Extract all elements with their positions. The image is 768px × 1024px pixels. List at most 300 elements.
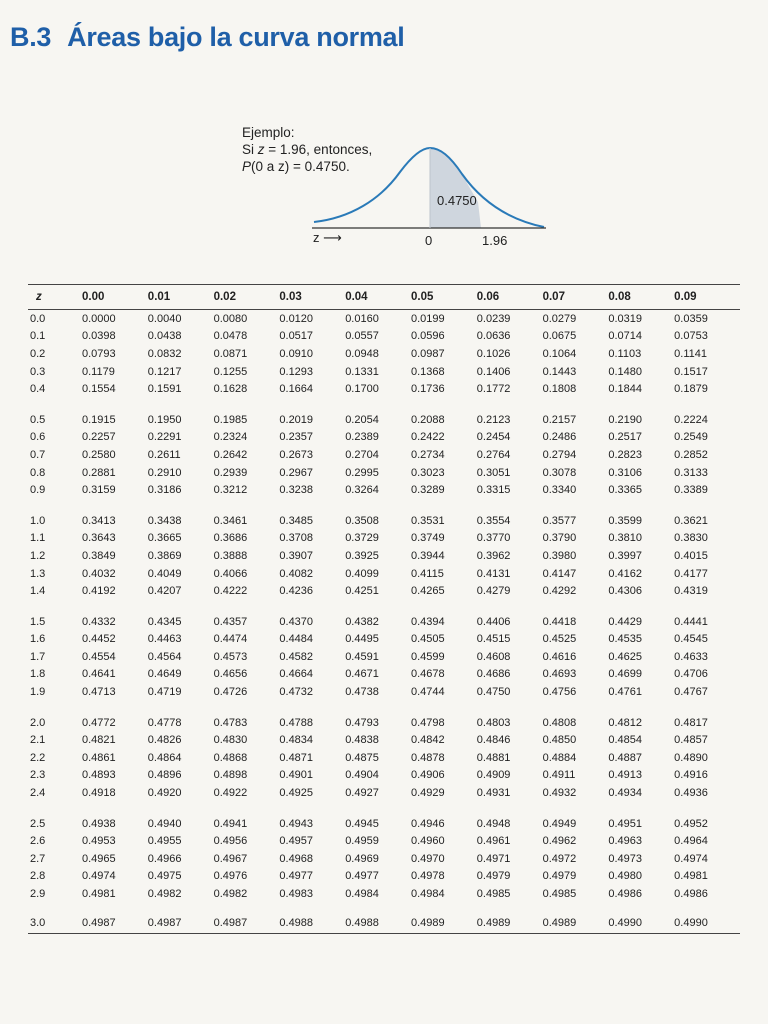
area-value-cell: 0.3133 — [674, 466, 708, 479]
area-value-cell: 0.3708 — [279, 532, 314, 545]
area-value-cell: 0.0793 — [82, 347, 116, 360]
column-header: 0.03 — [279, 285, 345, 310]
area-value-cell: 0.1141 — [674, 347, 707, 360]
area-value-cell: 0.4987 — [213, 916, 248, 929]
z-value-cell: 0.2 — [30, 347, 46, 360]
area-value-cell: 0.0199 — [410, 312, 445, 325]
area-value-cell: 0.1844 — [608, 383, 643, 396]
area-value-cell: 0.0239 — [476, 312, 511, 325]
area-value-cell: 0.0040 — [147, 312, 182, 325]
table-row — [28, 631, 740, 649]
group-spacer — [28, 802, 740, 815]
z-value-cell: 2.0 — [30, 716, 46, 729]
area-value-cell: 0.3315 — [476, 484, 511, 497]
area-value-cell: 0.0120 — [279, 312, 314, 325]
area-value-cell: 0.3238 — [279, 484, 314, 497]
table-row — [28, 512, 740, 530]
area-value-cell: 0.2580 — [82, 448, 116, 461]
area-value-cell: 0.4956 — [213, 835, 248, 848]
column-header: 0.09 — [674, 285, 740, 310]
area-value-cell: 0.4850 — [542, 734, 577, 747]
area-value-cell: 0.0517 — [279, 330, 314, 343]
area-value-cell: 0.4803 — [476, 716, 511, 729]
area-value-cell: 0.4656 — [213, 668, 248, 681]
area-value-cell: 0.4964 — [674, 835, 708, 848]
area-value-cell: 0.3365 — [608, 484, 643, 497]
column-header: 0.00 — [82, 285, 148, 310]
area-value-cell: 0.3340 — [542, 484, 577, 497]
area-value-cell: 0.4394 — [410, 615, 445, 628]
area-value-cell: 0.4963 — [608, 835, 643, 848]
z-value-cell: 0.5 — [30, 413, 46, 426]
area-value-cell: 0.0910 — [279, 347, 314, 360]
area-value-cell: 0.4441 — [674, 615, 708, 628]
z-value-cell: 1.6 — [30, 633, 46, 646]
area-value-cell: 0.2881 — [82, 466, 116, 479]
area-value-cell: 0.2517 — [608, 431, 643, 444]
area-value-cell: 0.1950 — [147, 413, 182, 426]
area-value-cell: 0.4980 — [608, 870, 643, 883]
z-value-cell: 1.5 — [30, 615, 46, 628]
area-value-cell: 0.1480 — [608, 365, 643, 378]
area-value-cell: 0.4929 — [410, 787, 445, 800]
area-value-cell: 0.4986 — [674, 888, 708, 901]
area-value-cell: 0.0478 — [213, 330, 248, 343]
z-value-cell: 1.4 — [30, 585, 46, 598]
table-row — [28, 885, 740, 903]
z-value-cell: 3.0 — [30, 916, 46, 929]
area-value-cell: 0.2939 — [213, 466, 248, 479]
z-value-cell: 1.8 — [30, 668, 46, 681]
area-value-cell: 0.4878 — [410, 751, 445, 764]
area-value-cell: 0.2611 — [147, 448, 181, 461]
area-value-cell: 0.4918 — [82, 787, 116, 800]
area-value-cell: 0.4066 — [213, 567, 248, 580]
header-row — [28, 285, 740, 310]
area-value-cell: 0.4893 — [82, 769, 116, 782]
group-spacer — [28, 903, 740, 913]
area-value-cell: 0.2291 — [147, 431, 182, 444]
section-number: B.3 — [10, 22, 52, 52]
example-condition: Si z = 1.96, entonces, — [242, 142, 373, 157]
area-value-cell: 0.3925 — [345, 549, 379, 562]
table-row — [28, 683, 740, 701]
area-value-cell: 0.1915 — [82, 413, 116, 426]
z-value-cell: 2.1 — [30, 734, 46, 747]
area-value-cell: 0.1591 — [147, 383, 182, 396]
area-value-cell: 0.4951 — [608, 817, 643, 830]
area-value-cell: 0.4222 — [213, 585, 248, 598]
area-value-cell: 0.3186 — [147, 484, 182, 497]
area-value-cell: 0.4960 — [410, 835, 445, 848]
z-arrow-label: z ⟶ — [313, 230, 342, 245]
area-value-cell: 0.4927 — [345, 787, 379, 800]
area-value-cell: 0.4946 — [410, 817, 445, 830]
area-value-cell: 0.4554 — [82, 650, 116, 663]
area-value-cell: 0.4945 — [345, 817, 379, 830]
area-value-cell: 0.4649 — [147, 668, 182, 681]
area-value-cell: 0.3508 — [345, 514, 379, 527]
area-value-cell: 0.0675 — [542, 330, 577, 343]
area-value-cell: 0.4633 — [674, 650, 708, 663]
area-value-cell: 0.0871 — [213, 347, 248, 360]
table-row — [28, 868, 740, 886]
area-value-cell: 0.4979 — [542, 870, 577, 883]
area-value-cell: 0.4987 — [82, 916, 116, 929]
area-value-cell: 0.3461 — [213, 514, 248, 527]
table-row — [28, 714, 740, 732]
area-value-cell: 0.4976 — [213, 870, 248, 883]
area-value-cell: 0.3790 — [542, 532, 577, 545]
area-value-cell: 0.4940 — [147, 817, 182, 830]
area-value-cell: 0.4515 — [476, 633, 511, 646]
area-value-cell: 0.4641 — [82, 668, 116, 681]
area-value-cell: 0.0596 — [410, 330, 445, 343]
area-value-cell: 0.4916 — [674, 769, 708, 782]
area-value-cell: 0.3413 — [82, 514, 116, 527]
area-value-cell: 0.1700 — [345, 383, 379, 396]
area-value-cell: 0.3830 — [674, 532, 708, 545]
area-value-cell: 0.4131 — [476, 567, 511, 580]
area-value-cell: 0.1554 — [82, 383, 116, 396]
area-value-cell: 0.4834 — [279, 734, 314, 747]
area-value-cell: 0.4941 — [213, 817, 248, 830]
area-value-cell: 0.2123 — [476, 413, 511, 426]
area-value-cell: 0.3729 — [345, 532, 379, 545]
area-value-cell: 0.4812 — [608, 716, 643, 729]
area-value-cell: 0.4726 — [213, 686, 248, 699]
area-value-cell: 0.4972 — [542, 852, 577, 865]
area-value-cell: 0.4162 — [608, 567, 643, 580]
area-value-cell: 0.4357 — [213, 615, 248, 628]
area-value-cell: 0.2190 — [608, 413, 643, 426]
area-value-cell: 0.4864 — [147, 751, 182, 764]
area-value-cell: 0.2995 — [345, 466, 379, 479]
zero-label: 0 — [425, 233, 433, 248]
area-value-cell: 0.0359 — [674, 312, 708, 325]
area-value-cell: 0.4971 — [476, 852, 511, 865]
area-value-cell: 0.4474 — [213, 633, 248, 646]
area-value-cell: 0.4406 — [476, 615, 511, 628]
area-value-cell: 0.4147 — [542, 567, 577, 580]
z-value-cell: 2.9 — [30, 888, 46, 901]
z-value-cell: 1.9 — [30, 686, 46, 699]
table-row — [28, 850, 740, 868]
area-value-cell: 0.4545 — [674, 633, 708, 646]
area-value-cell: 0.3078 — [542, 466, 577, 479]
z-value-cell: 2.8 — [30, 870, 46, 883]
area-value-cell: 0.2967 — [279, 466, 314, 479]
area-value-cell: 0.4981 — [82, 888, 116, 901]
area-value-cell: 0.3051 — [476, 466, 511, 479]
area-value-cell: 0.1736 — [410, 383, 445, 396]
area-value-cell: 0.2673 — [279, 448, 314, 461]
area-value-cell: 0.3980 — [542, 549, 577, 562]
area-value-cell: 0.4906 — [410, 769, 445, 782]
table-row — [28, 345, 740, 363]
area-value-cell: 0.4901 — [279, 769, 314, 782]
area-value-cell: 0.2054 — [345, 413, 379, 426]
area-value-cell: 0.4967 — [213, 852, 248, 865]
area-value-cell: 0.4082 — [279, 567, 314, 580]
area-value-cell: 0.1443 — [542, 365, 577, 378]
column-header: 0.04 — [345, 285, 411, 310]
table-row — [28, 731, 740, 749]
area-value-cell: 0.2389 — [345, 431, 379, 444]
table-row — [28, 446, 740, 464]
area-value-cell: 0.1064 — [542, 347, 577, 360]
table-row — [28, 565, 740, 583]
area-value-cell: 0.4990 — [674, 916, 708, 929]
area-value-cell: 0.4977 — [345, 870, 379, 883]
area-value-cell: 0.3770 — [476, 532, 511, 545]
area-value-cell: 0.1517 — [674, 365, 708, 378]
table-row — [28, 648, 740, 666]
area-value-cell: 0.4429 — [608, 615, 643, 628]
area-value-cell: 0.4884 — [542, 751, 577, 764]
area-value-cell: 0.4608 — [476, 650, 511, 663]
area-value-cell: 0.2357 — [279, 431, 314, 444]
area-value-cell: 0.4953 — [82, 835, 116, 848]
table-row — [28, 547, 740, 565]
area-value-cell: 0.4207 — [147, 585, 182, 598]
area-value-cell: 0.4987 — [147, 916, 182, 929]
z-value-cell: 1.0 — [30, 514, 46, 527]
area-value-cell: 0.4881 — [476, 751, 511, 764]
area-value-cell: 0.4821 — [82, 734, 116, 747]
area-value-cell: 0.2910 — [147, 466, 182, 479]
area-value-cell: 0.3159 — [82, 484, 116, 497]
area-value-cell: 0.3554 — [476, 514, 511, 527]
area-value-cell: 0.4032 — [82, 567, 116, 580]
z-column-header: z — [28, 285, 82, 310]
area-value-cell: 0.4767 — [674, 686, 708, 699]
z-value-cell: 1.7 — [30, 650, 46, 663]
area-value-cell: 0.4778 — [147, 716, 182, 729]
z-value-label: 1.96 — [482, 233, 508, 248]
area-value-cell: 0.4463 — [147, 633, 182, 646]
area-value-cell: 0.4981 — [674, 870, 708, 883]
area-value-cell: 0.4988 — [279, 916, 314, 929]
area-value-cell: 0.4936 — [674, 787, 708, 800]
area-value-cell: 0.4599 — [410, 650, 445, 663]
z-value-cell: 1.3 — [30, 567, 46, 580]
area-value-cell: 0.4875 — [345, 751, 379, 764]
area-value-cell: 0.4938 — [82, 817, 116, 830]
area-value-cell: 0.4564 — [147, 650, 182, 663]
area-value-cell: 0.4306 — [608, 585, 643, 598]
area-value-cell: 0.4868 — [213, 751, 248, 764]
area-value-cell: 0.4838 — [345, 734, 379, 747]
area-value-cell: 0.2019 — [279, 413, 314, 426]
area-value-cell: 0.3106 — [608, 466, 643, 479]
area-value-cell: 0.1255 — [213, 365, 248, 378]
area-value-cell: 0.2764 — [476, 448, 511, 461]
area-value-cell: 0.3023 — [410, 466, 445, 479]
area-value-cell: 0.4625 — [608, 650, 643, 663]
table-row — [28, 481, 740, 499]
area-value-cell: 0.3962 — [476, 549, 511, 562]
area-value-cell: 0.4265 — [410, 585, 445, 598]
area-value-cell: 0.4772 — [82, 716, 116, 729]
area-value-cell: 0.3665 — [147, 532, 182, 545]
area-value-cell: 0.3907 — [279, 549, 314, 562]
area-value-cell: 0.4573 — [213, 650, 248, 663]
table-row — [28, 582, 740, 600]
area-value-cell: 0.1879 — [674, 383, 708, 396]
area-value-cell: 0.4706 — [674, 668, 708, 681]
area-value-cell: 0.2157 — [542, 413, 577, 426]
area-value-cell: 0.4911 — [542, 769, 576, 782]
area-value-cell: 0.2486 — [542, 431, 577, 444]
area-value-cell: 0.1293 — [279, 365, 314, 378]
area-value-cell: 0.4693 — [542, 668, 577, 681]
area-value-cell: 0.4332 — [82, 615, 116, 628]
column-header: 0.02 — [214, 285, 280, 310]
z-value-cell: 0.7 — [30, 448, 46, 461]
area-value-cell: 0.3997 — [608, 549, 643, 562]
area-value-cell: 0.0000 — [82, 312, 116, 325]
area-value-cell: 0.4756 — [542, 686, 577, 699]
area-value-cell: 0.1985 — [213, 413, 248, 426]
area-value-cell: 0.0279 — [542, 312, 577, 325]
area-value-cell: 0.4925 — [279, 787, 314, 800]
area-value-cell: 0.4934 — [608, 787, 643, 800]
page-title — [10, 22, 404, 53]
area-value-cell: 0.4959 — [345, 835, 379, 848]
area-value-cell: 0.4842 — [410, 734, 445, 747]
area-value-cell: 0.4861 — [82, 751, 116, 764]
area-value-cell: 0.3389 — [674, 484, 708, 497]
column-header: 0.07 — [543, 285, 609, 310]
area-value-cell: 0.4986 — [608, 888, 643, 901]
z-value-cell: 0.4 — [30, 383, 46, 396]
area-value-cell: 0.4932 — [542, 787, 577, 800]
area-value-cell: 0.0987 — [410, 347, 445, 360]
area-value-cell: 0.4969 — [345, 852, 379, 865]
area-value-cell: 0.1179 — [82, 365, 115, 378]
area-value-cell: 0.0636 — [476, 330, 511, 343]
z-value-cell: 0.0 — [30, 312, 46, 325]
area-value-cell: 0.1664 — [279, 383, 314, 396]
table-row — [28, 530, 740, 548]
group-spacer — [28, 600, 740, 613]
area-value-cell: 0.1368 — [410, 365, 445, 378]
area-value-cell: 0.4788 — [279, 716, 314, 729]
area-value-cell: 0.4495 — [345, 633, 379, 646]
area-value-cell: 0.4370 — [279, 615, 314, 628]
table-bottom-rule — [28, 933, 740, 937]
area-value-cell: 0.4798 — [410, 716, 445, 729]
area-value-cell: 0.4978 — [410, 870, 445, 883]
area-value-cell: 0.4817 — [674, 716, 708, 729]
area-value-cell: 0.4982 — [213, 888, 248, 901]
column-header: 0.01 — [148, 285, 214, 310]
area-value-cell: 0.4943 — [279, 817, 314, 830]
example-heading: Ejemplo: — [242, 125, 295, 140]
area-value-cell: 0.4887 — [608, 751, 643, 764]
z-value-cell: 2.7 — [30, 852, 46, 865]
area-value-cell: 0.0319 — [608, 312, 643, 325]
area-value-cell: 0.4965 — [82, 852, 116, 865]
area-value-cell: 0.4948 — [476, 817, 511, 830]
area-value-cell: 0.1217 — [147, 365, 182, 378]
area-value-cell: 0.1808 — [542, 383, 577, 396]
normal-curve-figure — [300, 140, 550, 240]
table-row — [28, 815, 740, 833]
area-value-cell: 0.4985 — [476, 888, 511, 901]
area-value-cell: 0.1331 — [345, 365, 379, 378]
area-value-cell: 0.4738 — [345, 686, 379, 699]
area-value-cell: 0.4382 — [345, 615, 379, 628]
area-value-cell: 0.4251 — [345, 585, 379, 598]
area-value-cell: 0.4898 — [213, 769, 248, 782]
area-value-cell: 0.4890 — [674, 751, 708, 764]
area-value-cell: 0.2704 — [345, 448, 379, 461]
area-value-cell: 0.4686 — [476, 668, 511, 681]
area-value-cell: 0.0438 — [147, 330, 182, 343]
area-value-cell: 0.4750 — [476, 686, 511, 699]
area-value-cell: 0.4830 — [213, 734, 248, 747]
area-value-cell: 0.3810 — [608, 532, 643, 545]
area-value-cell: 0.3749 — [410, 532, 445, 545]
area-value-cell: 0.2823 — [608, 448, 643, 461]
area-value-cell: 0.1628 — [213, 383, 248, 396]
area-value-cell: 0.4535 — [608, 633, 643, 646]
area-value-cell: 0.3438 — [147, 514, 182, 527]
area-value-cell: 0.4984 — [410, 888, 445, 901]
area-value-cell: 0.4968 — [279, 852, 314, 865]
example-result: P(0 a z) = 0.4750. — [242, 159, 350, 174]
area-value-cell: 0.4671 — [345, 668, 379, 681]
area-value-cell: 0.0398 — [82, 330, 116, 343]
z-value-cell: 0.8 — [30, 466, 46, 479]
area-value-cell: 0.4732 — [279, 686, 314, 699]
area-value-cell: 0.2642 — [213, 448, 248, 461]
area-value-cell: 0.3643 — [82, 532, 116, 545]
area-value-cell: 0.4484 — [279, 633, 314, 646]
area-value-cell: 0.4909 — [476, 769, 511, 782]
area-value-cell: 0.2257 — [82, 431, 116, 444]
area-value-cell: 0.4783 — [213, 716, 248, 729]
area-value-cell: 0.4989 — [476, 916, 511, 929]
area-value-cell: 0.4582 — [279, 650, 314, 663]
table-row — [28, 464, 740, 482]
table-row — [28, 429, 740, 447]
area-value-cell: 0.2224 — [674, 413, 708, 426]
z-value-cell: 0.3 — [30, 365, 46, 378]
area-value-cell: 0.0753 — [674, 330, 708, 343]
z-value-cell: 1.2 — [30, 549, 46, 562]
section-title: Áreas bajo la curva normal — [67, 22, 405, 52]
area-value-cell: 0.2088 — [410, 413, 445, 426]
z-value-cell: 2.3 — [30, 769, 46, 782]
area-value-cell: 0.1103 — [608, 347, 642, 360]
area-value-cell: 0.4973 — [608, 852, 643, 865]
z-value-cell: 2.2 — [30, 751, 46, 764]
table-row — [28, 613, 740, 631]
z-value-cell: 2.5 — [30, 817, 46, 830]
area-value-cell: 0.4988 — [345, 916, 379, 929]
area-value-cell: 0.4049 — [147, 567, 182, 580]
area-value-cell: 0.4955 — [147, 835, 182, 848]
area-value-cell: 0.4279 — [476, 585, 511, 598]
area-value-cell: 0.4345 — [147, 615, 182, 628]
column-header: 0.08 — [608, 285, 674, 310]
area-value-cell: 0.4616 — [542, 650, 577, 663]
area-value-cell: 0.3869 — [147, 549, 182, 562]
area-value-cell: 0.4846 — [476, 734, 511, 747]
